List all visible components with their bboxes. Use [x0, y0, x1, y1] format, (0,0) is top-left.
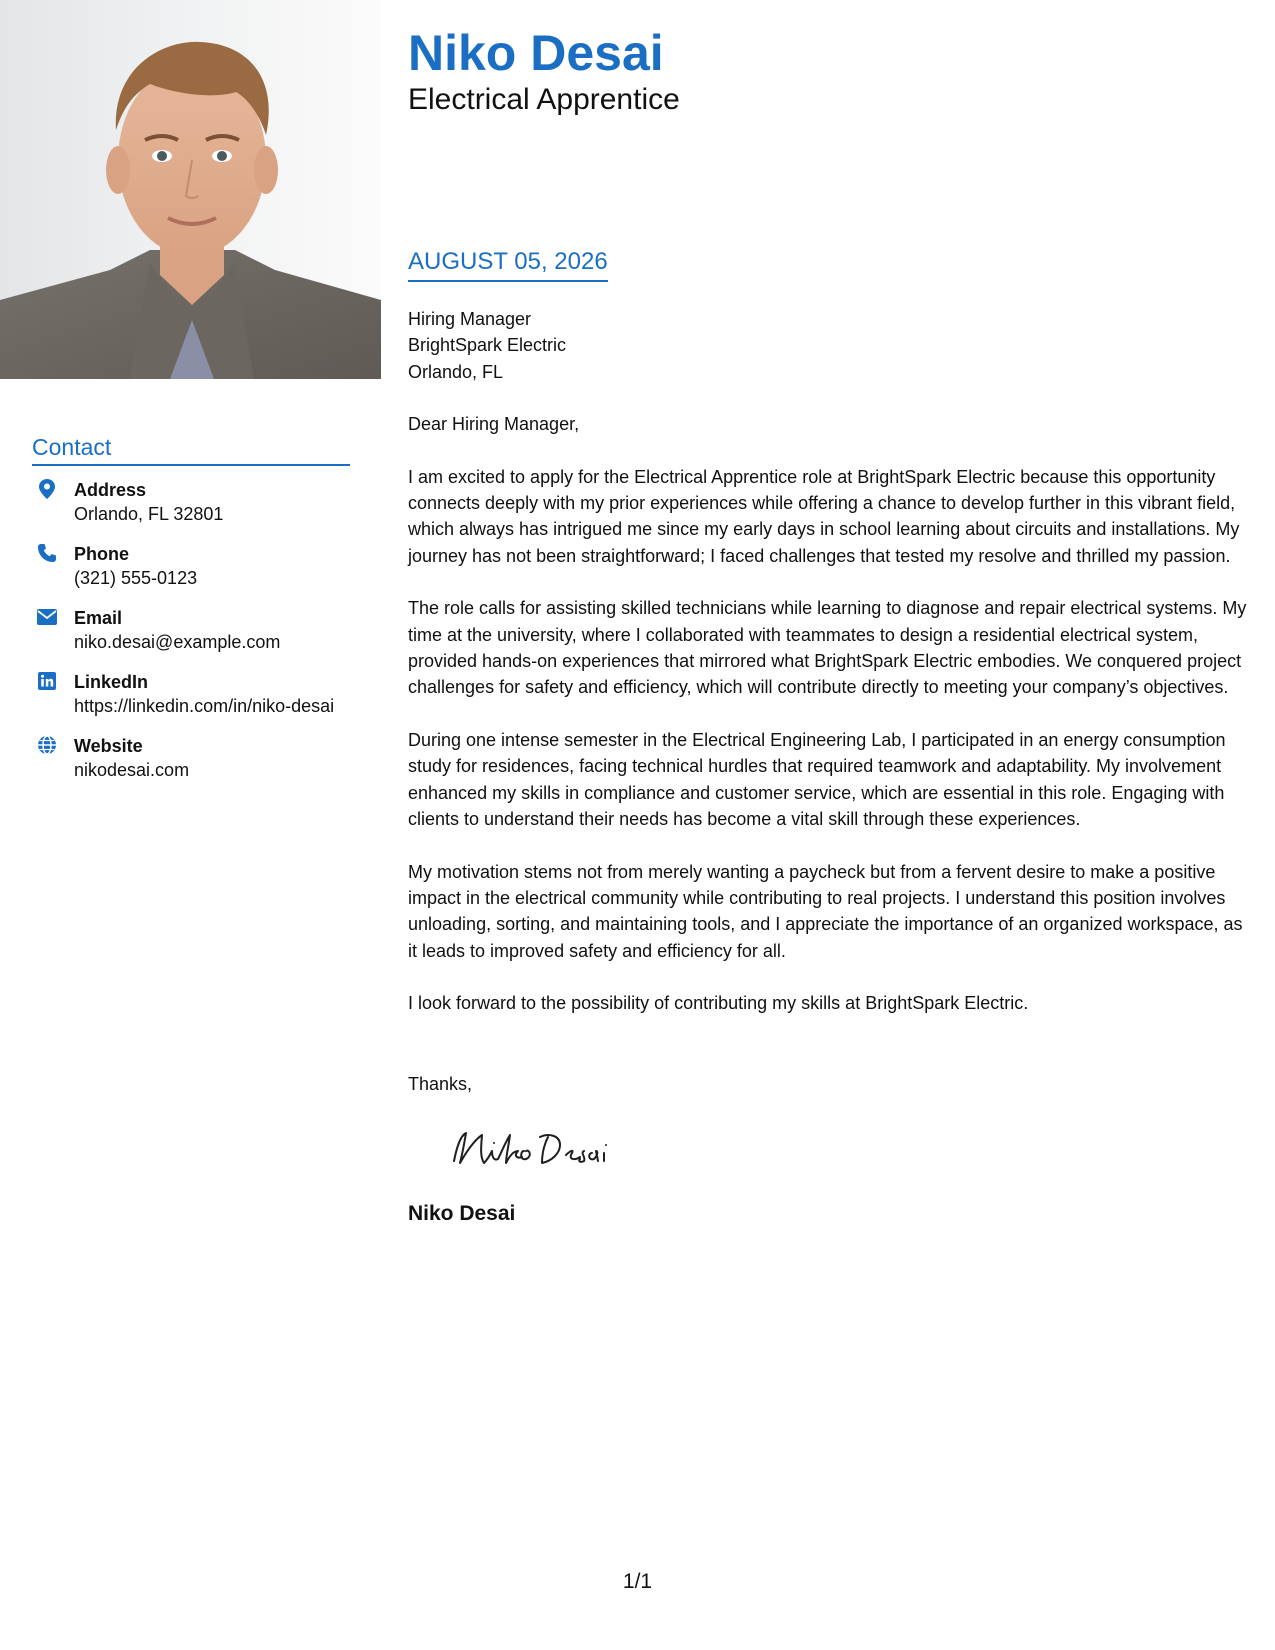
body-paragraph: I look forward to the possibility of contributing my skills at BrightSpark Electric.: [408, 993, 1029, 1014]
contact-item-address: [32, 478, 350, 526]
email-icon: [36, 606, 58, 628]
letter-body: [408, 306, 1248, 1227]
linkedin-icon: [36, 670, 58, 692]
job-title: Electrical Apprentice: [408, 83, 680, 116]
contact-item-phone: [32, 542, 350, 590]
website-value[interactable]: nikodesai.com: [74, 760, 190, 780]
recipient-block: [408, 306, 1248, 385]
salutation: Dear Hiring Manager,: [408, 414, 580, 435]
phone-label: Phone: [74, 544, 130, 564]
applicant-name: Niko Desai: [408, 25, 664, 81]
recipient-line: Hiring Manager: [408, 309, 532, 329]
location-pin-icon: [36, 478, 58, 500]
phone-icon: [36, 542, 58, 564]
address-value: Orlando, FL 32801: [74, 504, 224, 524]
page-number: 1/1: [622, 1570, 653, 1593]
recipient-line: BrightSpark Electric: [408, 335, 567, 356]
contact-item-linkedin: [32, 670, 350, 718]
body-paragraph: I am excited to apply for the Electrical Apprentice role at BrightSpark Electric because this opportunity connects deeply with my prior experiences while offering a chance to develop further in this vibrant field, which always has intrigued me since my early days in school learning about circuits and installations. My journey has not been straightforward; I faced challenges that tested my resolve and thrilled my passion.: [408, 466, 1240, 566]
email-label: Email: [74, 608, 123, 628]
letter-header: [408, 24, 1248, 118]
globe-icon: [36, 734, 58, 756]
phone-value: (321) 555-0123: [74, 568, 198, 588]
body-paragraph: The role calls for assisting skilled technicians while learning to diagnose and repair electrical systems. My time at the university, where I collaborated with teammates to design a residential electrical system, provided hands-on experiences that mirrored what BrightSpark Electric embodies. We conquered project challenges for safety and efficiency, which will contribute directly to meeting your company’s objectives.: [408, 598, 1247, 698]
linkedin-label: LinkedIn: [74, 672, 149, 692]
address-label: Address: [74, 480, 147, 500]
linkedin-value[interactable]: https://linkedin.com/in/niko-desai: [74, 696, 335, 716]
signer-name: Niko Desai: [408, 1201, 516, 1225]
profile-photo: [0, 0, 381, 379]
website-label: Website: [74, 736, 143, 756]
email-value[interactable]: niko.desai@example.com: [74, 632, 281, 652]
contact-item-email: [32, 606, 350, 654]
sidebar: [0, 0, 381, 1650]
contact-item-website: [32, 734, 350, 782]
body-paragraph: During one intense semester in the Electrical Engineering Lab, I participated in an energy consumption study for residences, facing technical hurdles that required teamwork and adaptability. My involvement enhanced my skills in compliance and customer service, which are essential in this role. Engaging with clients to understand their needs has become a vital skill through these experiences.: [408, 729, 1226, 830]
handwritten-signature: [448, 1121, 1248, 1181]
letter-date: AUGUST 05, 2026: [408, 248, 608, 282]
contact-heading: Contact: [32, 434, 350, 466]
contact-section: [32, 434, 350, 798]
body-paragraph: My motivation stems not from merely wanting a paycheck but from a fervent desire to make a positive impact in the electrical community while contributing to real projects. I understand this position involves unloading, sorting, and maintaining tools, and I appreciate the importance of an organized workspace, as it leads to improved safety and efficiency for all.: [408, 861, 1243, 961]
recipient-line: Orlando, FL: [408, 361, 504, 382]
closing: Thanks,: [408, 1073, 473, 1094]
